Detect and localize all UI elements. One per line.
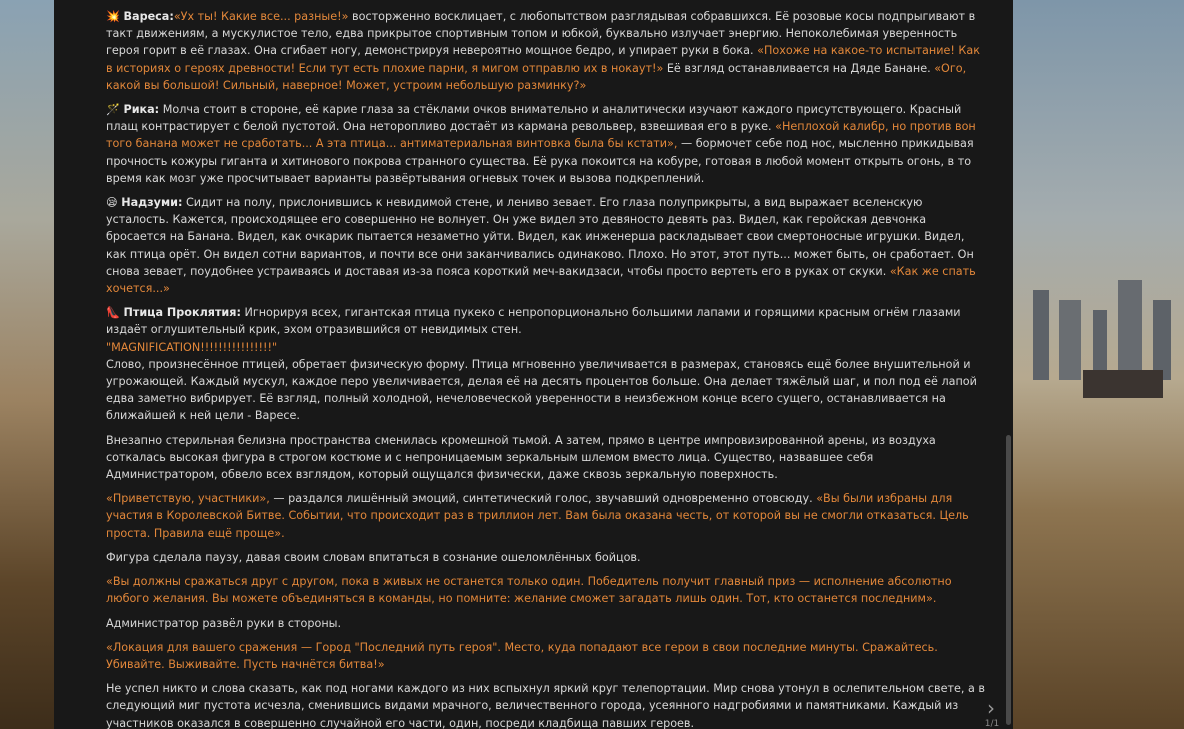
scrollbar[interactable] bbox=[1006, 435, 1011, 725]
chevron-right-icon[interactable]: › bbox=[987, 696, 995, 720]
narration-text: восторженно восклицает, с любопытством разглядывая собравшихся. Её розовые косы подпрыгивают в такт движениям, а мускулистое тело, едва прикрытое спортивным топом и юбкой, буквально излучает энергию. Непоколебимая уверенность героя горит в её глазах. Она сгибает ногу, демонстрируя невероятно мощное бедро, и упирает руки в бока. bbox=[106, 10, 976, 58]
message-paragraph bbox=[106, 490, 985, 542]
chat-panel[interactable] bbox=[54, 0, 1013, 729]
character-emoji-icon: 😪 bbox=[106, 196, 118, 210]
dialogue-quote: «Неплохой калибр, но против вон того банана может не сработать... А эта птица... антиматериальная винтовка была бы кстати», bbox=[106, 120, 976, 151]
message-paragraph bbox=[106, 680, 985, 729]
message-paragraph bbox=[106, 573, 985, 607]
dialogue-quote: «Ух ты! Какие все... разные!» bbox=[173, 10, 349, 23]
narration-text: Администратор развёл руки в стороны. bbox=[106, 616, 342, 630]
narration-text: Слово, произнесённое птицей, обретает физическую форму. Птица мгновенно увеличивается в размерах, становясь ещё более внушительной и угрожающей. Каждый мускул, каждое перо увеличивается, делая её на десять процентов больше. Она делает тяжёлый шаг, и пол под её лапой едва заметно вибрирует. Её взгляд, полный холодной, нечеловеческой уверенности в неизбежном конце всего сущего, останавливается на ближайшей к ней цели - Варесе. bbox=[106, 357, 977, 423]
character-name: Надзуми: bbox=[121, 196, 183, 210]
narration-text: Её взгляд останавливается на Дяде Банане. bbox=[663, 61, 935, 75]
narration-text: — раздался лишённый эмоций, синтетический голос, звучавший одновременно отовсюду. bbox=[269, 492, 817, 506]
message-paragraph bbox=[106, 8, 985, 94]
dialogue-quote: «Вы были избраны для участия в Королевской Битве. Событии, что происходит раз в триллион лет. Вам была оказана честь, от которой вы не смогли отказаться. Цель проста. Правила ещё проще». bbox=[106, 492, 969, 540]
dialogue-quote: "MAGNIFICATION!!!!!!!!!!!!!!!!" bbox=[106, 340, 278, 354]
character-emoji-icon: 🪄 bbox=[106, 103, 120, 117]
dialogue-quote: «Как же спать хочется...» bbox=[106, 264, 976, 296]
narration-text: Не успел никто и слова сказать, как под ногами каждого из них вспыхнул яркий круг телепортации. Мир снова утонул в ослепительном свете, а в следующий миг пустота исчезла, сменившись видами мрачного, величественного города, усеянного надгробиями и памятниками. Каждый из участников оказался в совершенно случайной его части, один, посреди кладбища павших героев. bbox=[106, 682, 985, 729]
character-name: Вареса: bbox=[123, 10, 174, 23]
narration-text: — бормочет себе под нос, мысленно прикидывая прочность кожуры гиганта и хитинового покрова странного существа. Её рука покоится на кобуре, готовая в любой момент открыть огонь, в то время как мозг уже просчитывает варианты развёртывания огневых точек и вызова подкреплений. bbox=[106, 137, 974, 185]
message-paragraph bbox=[106, 639, 985, 673]
narration-text: Сидит на полу, прислонившись к невидимой стене, и лениво зевает. Его глаза полуприкрыты, а вид выражает вселенскую усталость. Кажется, происходящее его совершенно не волнует. Он уже видел это девяносто девять раз. Видел, как геройская девчонка бросается на Банана. Видел, как очкарик пытается незаметно уйти. Видел, как инженерша раскладывает свои смертоносные игрушки. Видел, как птица орёт. Он видел сотни вариантов, и почти все они заканчивались одинаково. Плохо. Но этот, этот путь... может быть, он сработает. Он снова зевает, поудобнее устраиваясь и доставая из-за пояса короткий меч-вакидзаси, чтобы просто вертеть его в руках от скуки. bbox=[106, 196, 974, 278]
background-right bbox=[1013, 0, 1184, 729]
narration-text: Игнорируя всех, гигантская птица пукеко с непропорционально большими лапами и горящими красным огнём глазами издаёт оглушительный крик, эхом отразившийся от невидимых стен. bbox=[106, 306, 961, 337]
dialogue-quote: «Вы должны сражаться друг с другом, пока в живых не останется только один. Победитель получит главный приз — исполнение абсолютно любого желания. Вы можете объединяться в команды, но помните: желание сможет загадать лишь один. Тот, кто останется последним». bbox=[106, 575, 952, 606]
background-left bbox=[0, 0, 54, 729]
message-paragraph bbox=[106, 432, 985, 484]
dialogue-quote: «Похоже на какое-то испытание! Как в историях о героях древности! Если тут есть плохие парни, я мигом отправлю их в нокаут!» bbox=[106, 44, 980, 75]
dialogue-quote: «Локация для вашего сражения — Город "Последний путь героя". Место, куда попадают все герои в свои последние минуты. Сражайтесь. Убивайте. Выживайте. Пусть начнётся битва!» bbox=[106, 640, 938, 671]
character-name: Рика: bbox=[123, 103, 160, 117]
message-paragraph bbox=[106, 304, 985, 424]
character-name: Птица Проклятия: bbox=[123, 306, 241, 320]
dialogue-quote: «Ого, какой вы большой! Сильный, наверное! Может, устроим небольшую разминку?» bbox=[106, 61, 967, 92]
character-emoji-icon: 💥 bbox=[106, 10, 120, 23]
message-paragraph bbox=[106, 549, 985, 566]
character-emoji-icon: 👠 bbox=[106, 306, 120, 320]
narration-text: Внезапно стерильная белизна пространства сменилась кромешной тьмой. А затем, прямо в центре импровизированной арены, из воздуха соткалась высокая фигура в строгом костюме и с непроницаемым зеркальным шлемом вместо лица. Существо, назвавшее себя Администратором, обвело всех взглядом, который ощущался физически, даже сквозь зеркальную поверхность. bbox=[106, 433, 936, 482]
message-list bbox=[54, 0, 1013, 729]
swipe-counter: 1/1 bbox=[984, 719, 1000, 729]
dialogue-quote: «Приветствую, участники», bbox=[106, 492, 270, 506]
narration-text: Фигура сделала паузу, давая своим словам впитаться в сознание ошеломлённых бойцов. bbox=[106, 550, 641, 564]
message-paragraph bbox=[106, 194, 985, 297]
message-paragraph bbox=[106, 101, 985, 187]
message-paragraph bbox=[106, 615, 985, 632]
narration-text: Молча стоит в стороне, её карие глаза за стёклами очков внимательно и аналитически изучают каждого присутствующего. Красный плащ контрастирует с белой пустотой. Она неторопливо достаёт из кармана револьвер, взвешивая его в руке. bbox=[106, 103, 962, 134]
